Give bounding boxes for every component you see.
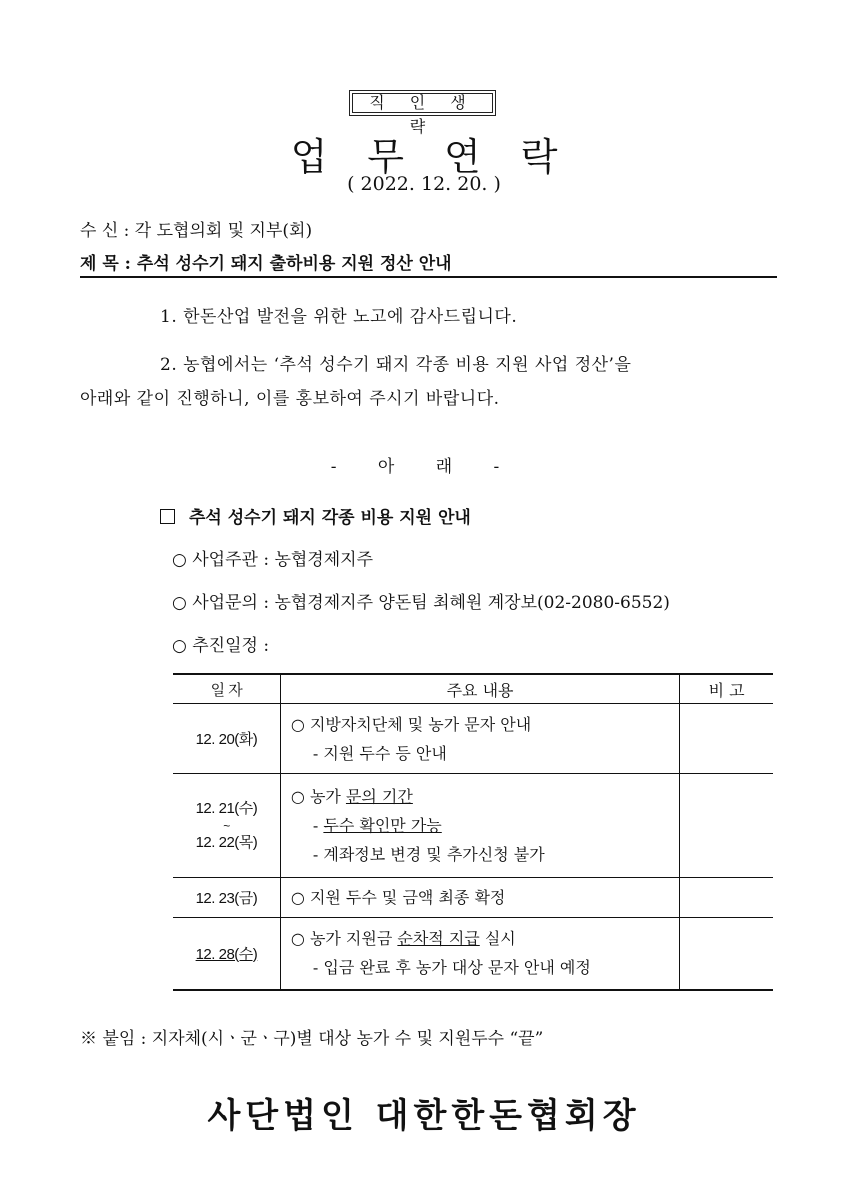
attachment-note: ※ 붙임 : 지자체(시ㆍ군ㆍ구)별 대상 농가 수 및 지원두수 “끝” [80, 1029, 544, 1049]
header-date: 일 자 [173, 674, 280, 704]
table-row [173, 774, 773, 878]
content-line: ○ 지원 두수 및 금액 최종 확정 [290, 888, 506, 907]
content-text: ○ 농가 지원금 [290, 929, 398, 949]
paragraph-2-line-1: 2. 농협에서는 ‘추석 성수기 돼지 각종 비용 지원 사업 정산’을 [160, 355, 632, 375]
paragraph-2-line-2: 아래와 같이 진행하니, 이를 홍보하여 주시기 바랍니다. [80, 389, 500, 409]
below-marker: - 아 래 - [330, 457, 518, 477]
content-line [291, 811, 679, 840]
row-content [280, 774, 679, 878]
checkbox-icon [160, 509, 175, 524]
content-line [291, 782, 679, 811]
section-heading [160, 503, 471, 528]
underlined-text: 순차적 지급 [397, 929, 480, 949]
table-header-row [173, 674, 773, 704]
omitted-seal-box: 직 인 생 략 [349, 90, 496, 116]
row-date-text: 12. 28(수) [195, 945, 258, 963]
underlined-text: 두수 확인만 가능 [323, 816, 442, 835]
table-row [173, 918, 773, 990]
bullet-organizer: ○ 사업주관 : 농협경제지주 [172, 550, 373, 570]
row-date [173, 918, 280, 990]
recipient-line [80, 216, 312, 241]
content-text: 실시 [479, 929, 516, 949]
schedule-table [173, 673, 773, 991]
bullet-inquiry: ○ 사업문의 : 농협경제지주 양돈팀 최혜원 계장보(02-2080-6552) [172, 593, 670, 613]
row-note [680, 878, 773, 918]
row-content [280, 704, 679, 774]
recipient-label: 수 신 : [80, 221, 130, 241]
header-divider [80, 276, 777, 278]
row-note [680, 918, 773, 990]
header-note: 비 고 [680, 674, 773, 704]
content-text: - [312, 816, 324, 835]
content-line: ○ 지방자치단체 및 농가 문자 안내 [290, 714, 532, 734]
content-line: - 입금 완료 후 농가 대상 문자 안내 예정 [312, 958, 591, 978]
subject-line [80, 249, 452, 274]
signature: 사단법인 대한한돈협회장 [207, 1096, 641, 1136]
table-row [173, 878, 773, 918]
subject-label: 제 목 : [80, 254, 131, 274]
document-date: ( 2022. 12. 20. ) [347, 173, 501, 195]
document-title: 업무연락 [290, 135, 598, 179]
header-content: 주요 내용 [280, 674, 679, 704]
row-date: 12. 20(화) [173, 704, 280, 774]
recipient-value: 각 도협의회 및 지부(회) [134, 221, 313, 241]
section-heading-text: 추석 성수기 돼지 각종 비용 지원 안내 [189, 508, 471, 528]
row-date [173, 774, 280, 878]
bullet-schedule: ○ 추진일정 : [172, 636, 270, 656]
row-note [680, 774, 773, 878]
content-text: ○ 농가 [290, 787, 346, 806]
subject-value: 추석 성수기 돼지 출하비용 지원 정산 안내 [136, 254, 452, 274]
date-range-tilde: ~ [223, 818, 230, 833]
row-content [280, 878, 679, 918]
date-start: 12. 21(수) [195, 799, 258, 817]
table-row [173, 704, 773, 774]
paragraph-1: 1. 한돈산업 발전을 위한 노고에 감사드립니다. [160, 307, 518, 327]
underlined-text: 문의 기간 [345, 787, 413, 806]
content-line [291, 924, 679, 953]
content-line: - 계좌정보 변경 및 추가신청 불가 [312, 845, 545, 864]
date-end: 12. 22(목) [195, 833, 258, 851]
row-content [280, 918, 679, 990]
row-date: 12. 23(금) [173, 878, 280, 918]
row-note [680, 704, 773, 774]
content-line: - 지원 두수 등 안내 [312, 743, 447, 763]
